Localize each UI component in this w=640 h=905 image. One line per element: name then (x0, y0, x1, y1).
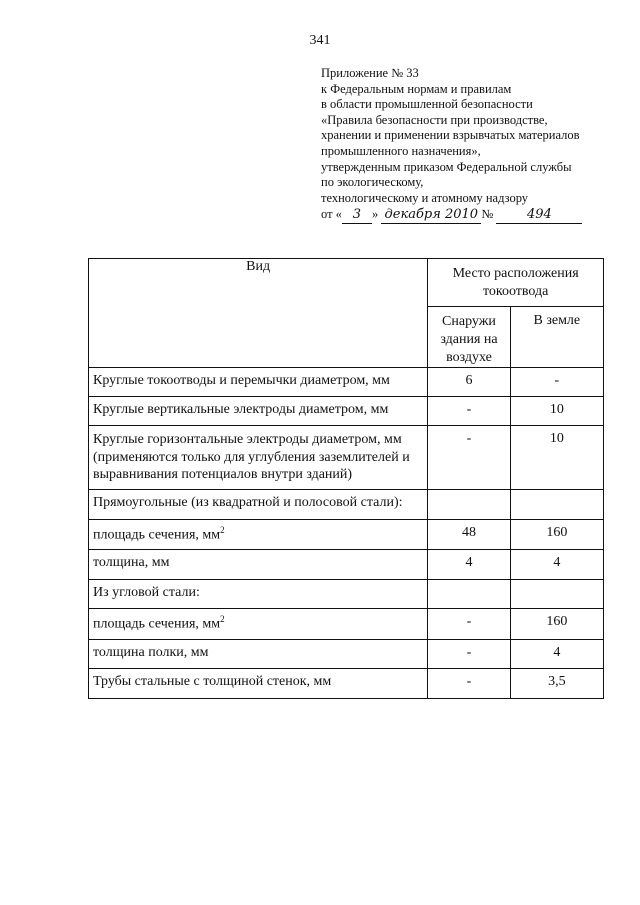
header-location: Место расположения токоотвода (428, 259, 604, 307)
appendix-line: Приложение № 33 (321, 66, 419, 80)
row-name: Круглые вертикальные электроды диаметром, мм (89, 397, 428, 426)
row-ground: 160 (510, 520, 603, 550)
row-name: Трубы стальные с толщиной стенок, мм (89, 669, 428, 699)
order-no-label: № (481, 207, 494, 222)
row-ground: 3,5 (510, 669, 603, 699)
row-ground: 4 (510, 640, 603, 669)
order-number: 494 (496, 207, 582, 224)
row-outside: - (428, 640, 510, 669)
table-row (89, 426, 604, 490)
row-name: толщина, мм (89, 550, 428, 580)
table-row (89, 669, 604, 699)
header-ground: В земле (510, 307, 603, 368)
table-row (89, 368, 604, 397)
superscript: 2 (220, 614, 225, 624)
row-outside: - (428, 397, 510, 426)
header-vid: Вид (89, 259, 428, 368)
row-name: Круглые токоотводы и перемычки диаметром, мм (89, 368, 428, 397)
conductor-table (88, 258, 604, 699)
superscript: 2 (220, 525, 225, 535)
table-row (89, 490, 604, 520)
row-name: толщина полки, мм (89, 640, 428, 669)
table-row (89, 609, 604, 640)
header-outside: Снаружи здания на воздухе (428, 307, 510, 368)
row-outside: - (428, 669, 510, 699)
table-row (89, 520, 604, 550)
appendix-line: «Правила безопасности при производстве, (321, 112, 548, 127)
appendix-line: промышленного назначения», (321, 143, 481, 158)
row-outside (428, 490, 510, 520)
row-ground: - (510, 368, 603, 397)
row-outside: 48 (428, 520, 510, 550)
row-ground: 10 (510, 426, 603, 490)
row-name: Круглые горизонтальные электроды диаметром, мм (применяются только для углубления заземлителей и выравнивания потенциалов внутри зданий) (89, 426, 428, 490)
row-outside: 6 (428, 368, 510, 397)
appendix-line: хранении и применении взрывчатых материалов (321, 128, 580, 143)
order-line (321, 207, 631, 224)
row-ground (510, 580, 603, 609)
row-outside: 4 (428, 550, 510, 580)
row-name (89, 609, 428, 640)
row-name: Прямоугольные (из квадратной и полосовой стали): (89, 490, 428, 520)
table-row (89, 640, 604, 669)
appendix-line: технологическому и атомному надзору (321, 190, 529, 205)
table-row (89, 397, 604, 426)
appendix-line: к Федеральным нормам и правилам (321, 81, 512, 96)
row-name-text: площадь сечения, мм (93, 527, 221, 543)
appendix-line: в области промышленной безопасности (321, 97, 533, 112)
row-ground: 10 (510, 397, 603, 426)
row-outside (428, 580, 510, 609)
row-ground: 4 (510, 550, 603, 580)
row-name (89, 520, 428, 550)
row-ground: 160 (510, 609, 603, 640)
table-row (89, 550, 604, 580)
appendix-header (321, 66, 631, 224)
order-day: 3 (342, 207, 372, 224)
table-row (89, 580, 604, 609)
appendix-line: утвержденным приказом Федеральной службы (321, 159, 572, 174)
row-ground (510, 490, 603, 520)
row-outside: - (428, 609, 510, 640)
row-name-text: площадь сечения, мм (93, 616, 221, 632)
row-outside: - (428, 426, 510, 490)
page-number: 341 (309, 33, 331, 48)
order-mid: » (371, 207, 379, 222)
order-date: декабря 2010 (381, 207, 481, 224)
row-name: Из угловой стали: (89, 580, 428, 609)
appendix-line: по экологическому, (321, 175, 424, 190)
order-prefix: от « (321, 207, 342, 222)
